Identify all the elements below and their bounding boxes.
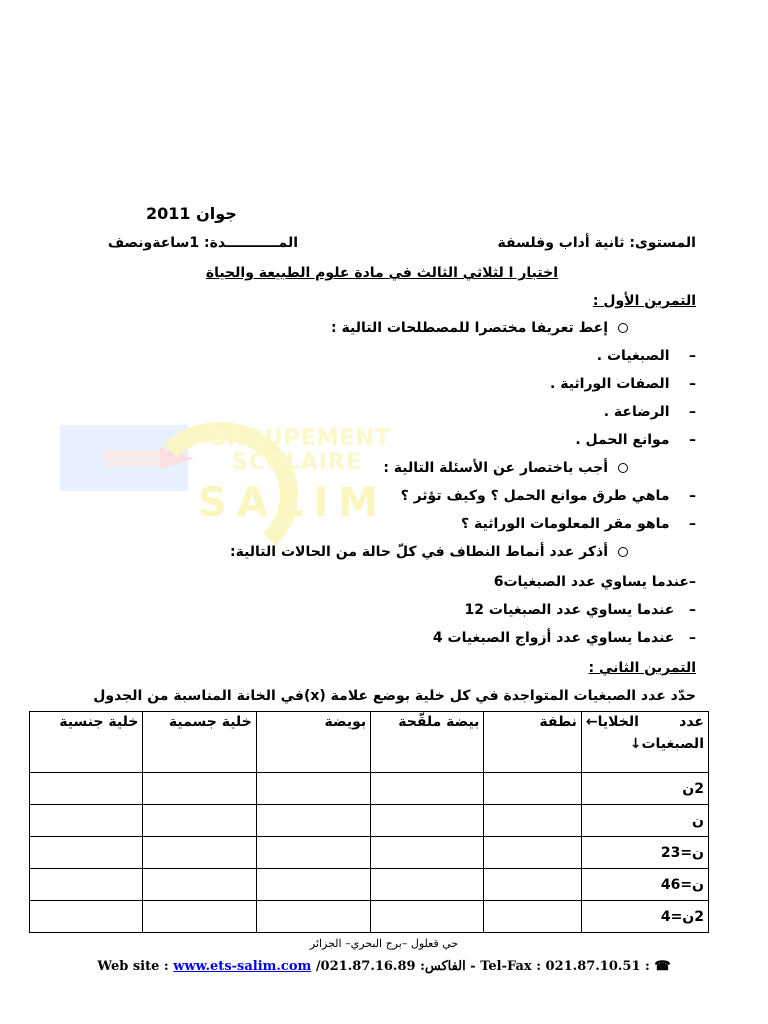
watermark-logo: [60, 422, 400, 526]
answer-cell[interactable]: [256, 773, 370, 805]
watermark-line1: GROUPEMENT: [208, 426, 392, 451]
table-row: [30, 837, 709, 869]
sub-question-text: ماهي طرق موانع الحمل ؟ وكيف تؤثر ؟: [400, 488, 670, 504]
web-site-label: Web site :: [97, 959, 169, 974]
exam-duration: المـــــــــــدة: 1ساعةونصف: [107, 235, 298, 251]
table-row: [30, 901, 709, 933]
row-label: 2ن=4: [581, 901, 708, 933]
answer-cell[interactable]: [256, 869, 370, 901]
column-header: بيضة ملقّحة: [371, 712, 484, 773]
answer-cell[interactable]: [30, 901, 143, 933]
term-item: – الرضاعة .: [603, 404, 696, 420]
question-define-terms: [331, 320, 628, 336]
question-text: أذكر عدد أنماط النطاف في كلّ حالة من الحالات التالية:: [229, 544, 608, 560]
answer-cell[interactable]: [30, 869, 143, 901]
watermark-line2: SCOLAIRE: [232, 450, 362, 475]
footer-address: حي قعلول –برج البحري– الجزائر: [309, 937, 459, 950]
row-label: ن: [581, 805, 708, 837]
question-text: أجب باختصار عن الأسئلة التالية :: [383, 460, 608, 476]
table-row: [30, 805, 709, 837]
answer-cell[interactable]: [371, 869, 484, 901]
column-header: خلية جنسية: [30, 712, 143, 773]
table-header-row: [30, 712, 709, 773]
corner-header-cell: [581, 712, 708, 773]
term-text: الصفات الوراثية .: [550, 376, 670, 392]
sub-question-text: ماهو مقر المعلومات الوراثية ؟: [461, 516, 670, 532]
answer-cell[interactable]: [143, 869, 256, 901]
corner-bottom-label: الصبغيات↓: [629, 736, 704, 752]
answer-cell[interactable]: [484, 805, 581, 837]
answer-cell[interactable]: [143, 805, 256, 837]
case-text: عندما يساوي عدد أزواج الصبغيات 4: [432, 630, 675, 646]
answer-cell[interactable]: [371, 837, 484, 869]
answer-cell[interactable]: [484, 837, 581, 869]
answer-cell[interactable]: [143, 901, 256, 933]
answer-cell[interactable]: [371, 901, 484, 933]
question-text: إعط تعريفا مختصرا للمصطلحات التالية :: [331, 320, 608, 336]
answer-cell[interactable]: [30, 773, 143, 805]
footer-contact: [0, 959, 768, 974]
exercise2-instruction: حدّد عدد الصبغيات المتواجدة في كل خلية بوضع علامة (x)في الخانة المناسبة من الجدول: [93, 688, 696, 704]
term-item: – موانع الحمل .: [575, 432, 696, 448]
phone-fax-text: /021.87.16.89 :الفاكس - Tel-Fax : 021.87.10.51 : ☎: [315, 959, 671, 974]
chromosome-table: [29, 711, 709, 933]
answer-cell[interactable]: [30, 805, 143, 837]
answer-cell[interactable]: [143, 837, 256, 869]
term-item: – الصبغيات .: [596, 348, 696, 364]
term-text: الصبغيات .: [596, 348, 670, 364]
column-header: بويضة: [256, 712, 370, 773]
answer-cell[interactable]: [256, 837, 370, 869]
answer-cell[interactable]: [371, 773, 484, 805]
exam-level: المستوى: ثانية أداب وفلسفة: [497, 235, 696, 251]
cells-header-label: الخلايا←: [585, 714, 639, 730]
circle-bullet-icon: [618, 323, 628, 333]
answer-cell[interactable]: [256, 901, 370, 933]
question-sperm-types: [230, 544, 628, 560]
answer-cell[interactable]: [484, 901, 581, 933]
corner-top-label: عدد: [679, 714, 704, 730]
circle-bullet-icon: [618, 463, 628, 473]
sub-question: – ماهي طرق موانع الحمل ؟ وكيف تؤثر ؟: [400, 488, 696, 504]
answer-cell[interactable]: [143, 773, 256, 805]
term-item: – الصفات الوراثية .: [550, 376, 696, 392]
exam-date: جوان 2011: [146, 204, 237, 223]
case-item: – عندما يساوي عدد أزواج الصبغيات 4: [432, 630, 696, 646]
web-site-link[interactable]: www.ets-salim.com: [173, 959, 312, 974]
term-text: موانع الحمل .: [575, 432, 670, 448]
case-item: –عندما يساوي عدد الصبغيات6: [493, 574, 696, 590]
case-item: – عندما يساوي عدد الصبغيات 12: [464, 602, 696, 618]
row-label: ن=46: [581, 869, 708, 901]
exercise1-heading: التمرين الأول :: [592, 293, 696, 309]
row-label: 2ن: [581, 773, 708, 805]
answer-cell[interactable]: [484, 869, 581, 901]
circle-bullet-icon: [618, 547, 628, 557]
term-text: الرضاعة .: [603, 404, 670, 420]
question-short-answers: [383, 460, 628, 476]
table-row: [30, 773, 709, 805]
watermark-line3: SALIM: [198, 480, 388, 526]
column-header: خلية جسمية: [143, 712, 256, 773]
exercise2-heading: التمرين الثاني :: [588, 660, 696, 676]
row-label: ن=23: [581, 837, 708, 869]
answer-cell[interactable]: [30, 837, 143, 869]
sub-question: – ماهو مقر المعلومات الوراثية ؟: [461, 516, 696, 532]
answer-cell[interactable]: [256, 805, 370, 837]
answer-cell[interactable]: [371, 805, 484, 837]
exam-title: اختبار ا لثلاثي الثالث في مادة علوم الطبيعة والحياة: [205, 265, 558, 281]
answer-cell[interactable]: [484, 773, 581, 805]
table-row: [30, 869, 709, 901]
column-header: نطفة: [484, 712, 581, 773]
case-text: عندما يساوي عدد الصبغيات 12: [464, 602, 675, 618]
